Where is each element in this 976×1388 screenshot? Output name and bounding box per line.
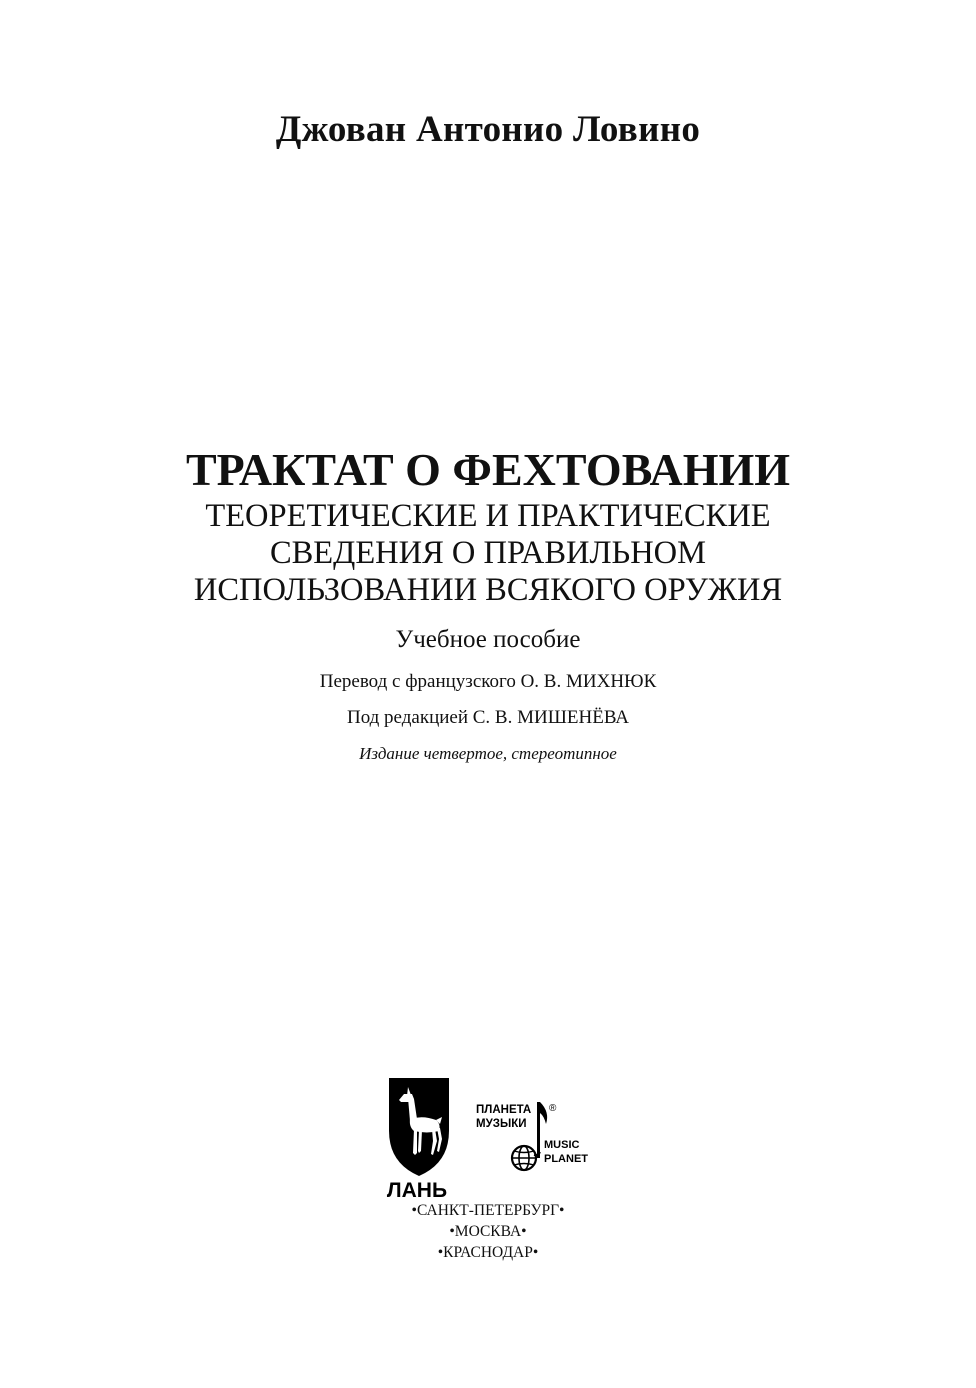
city-line: •КРАСНОДАР• — [437, 1244, 539, 1261]
music-planet-line1: ПЛАНЕТА — [476, 1104, 532, 1116]
translation-credit: Перевод с французского О. В. МИХНЮК — [319, 671, 657, 692]
lan-logo-text: ЛАНЬ — [386, 1179, 448, 1201]
music-planet-line4: PLANET — [544, 1153, 588, 1165]
music-planet-logo — [470, 1098, 588, 1174]
book-subtitle — [0, 498, 976, 609]
lan-publisher-logo — [383, 1075, 453, 1201]
book-author: Джован Антонио Ловино — [275, 109, 701, 150]
editor-credit: Под редакцией С. В. МИШЕНЁВА — [346, 707, 630, 728]
city-line: •САНКТ-ПЕТЕРБУРГ• — [411, 1202, 565, 1219]
subtitle-line: СВЕДЕНИЯ О ПРАВИЛЬНОМ — [269, 535, 707, 571]
music-planet-line2: МУЗЫКИ — [476, 1118, 527, 1130]
subtitle-line: ТЕОРЕТИЧЕСКИЕ И ПРАКТИЧЕСКИЕ — [205, 498, 771, 534]
edition-note: Издание четвертое, стереотипное — [359, 744, 617, 763]
subtitle-line: ИСПОЛЬЗОВАНИИ ВСЯКОГО ОРУЖИЯ — [193, 572, 783, 608]
registered-mark: ® — [549, 1103, 557, 1114]
book-type: Учебное пособие — [395, 626, 581, 653]
doe-shield-logo-icon — [389, 1078, 449, 1176]
city-line: •МОСКВА• — [449, 1223, 527, 1240]
music-planet-line3: MUSIC — [544, 1139, 580, 1151]
publisher-cities — [0, 1200, 976, 1263]
book-title: ТРАКТАТ О ФЕХТОВАНИИ — [185, 444, 791, 495]
